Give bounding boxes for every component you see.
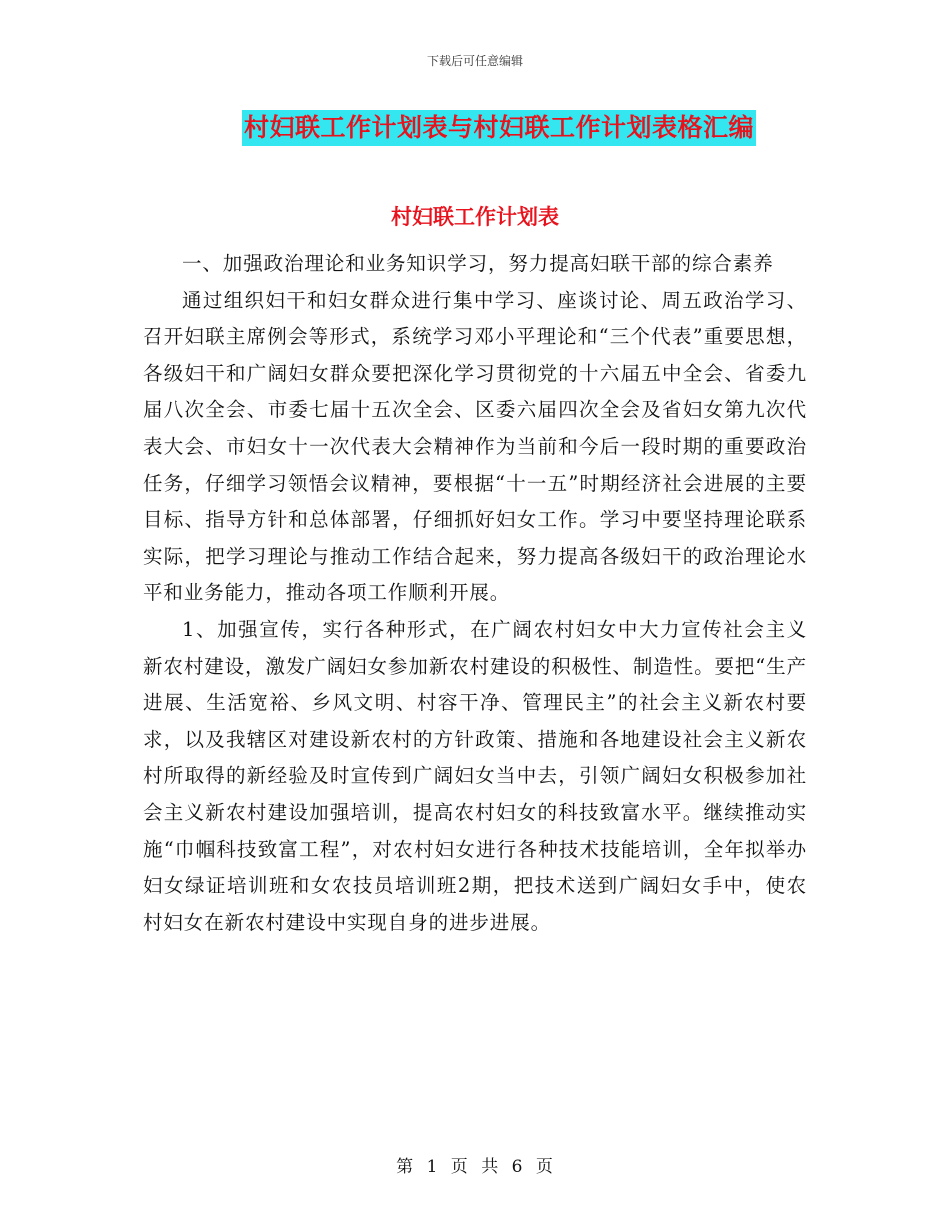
section-title: 村妇联工作计划表 <box>391 205 559 229</box>
document-title-container <box>0 110 950 146</box>
page-number-footer: 第 1 页 共 6 页 <box>396 1157 554 1177</box>
page-header-note: 下载后可任意编辑 <box>426 54 523 68</box>
paragraph-heading-one: 一、加强政治理论和业务知识学习，努力提高妇联干部的综合素养 <box>182 252 774 275</box>
document-title: 村妇联工作计划表与村妇联工作计划表格汇编 <box>242 110 756 146</box>
document-body <box>143 246 807 941</box>
paragraph-study: 通过组织妇干和妇女群众进行集中学习、座谈讨论、周五政治学习、召开妇联主席例会等形式，系统学习邓小平理论和“三个代表”重要思想，各级妇干和广阔妇女群众要把深化学习贯彻党的十六届五中全会、省委九届八次全会、市委七届十五次全会、区委六届四次全会及省妇女第九次代表大会、市妇女十一次代表大会精神作为当前和今后一段时期的重要政治任务，仔细学习领悟会议精神，要根据“十一五”时期经济社会进展的主要目标、指导方针和总体部署，仔细抓好妇女工作。学习中要坚持理论联系实际，把学习理论与推动工作结合起来，努力提高各级妇干的政治理论水平和业务能力，推动各项工作顺利开展。 <box>143 288 807 605</box>
paragraph-publicity: 1、加强宣传，实行各种形式，在广阔农村妇女中大力宣传社会主义新农村建设，激发广阔妇女参加新农村建设的积极性、制造性。要把“生产进展、生活宽裕、乡风文明、村容干净、管理民主”的社会主义新农村要求，以及我辖区对建设新农村的方针政策、措施和各地建设社会主义新农村所取得的新经验及时宣传到广阔妇女当中去，引领广阔妇女积极参加社会主义新农村建设加强培训，提高农村妇女的科技致富水平。继续推动实施“巾帼科技致富工程”，对农村妇女进行各种技术技能培训，全年拟举办妇女绿证培训班和女农技员培训班2期，把技术送到广阔妇女手中，使农村妇女在新农村建设中实现自身的进步进展。 <box>143 617 807 934</box>
